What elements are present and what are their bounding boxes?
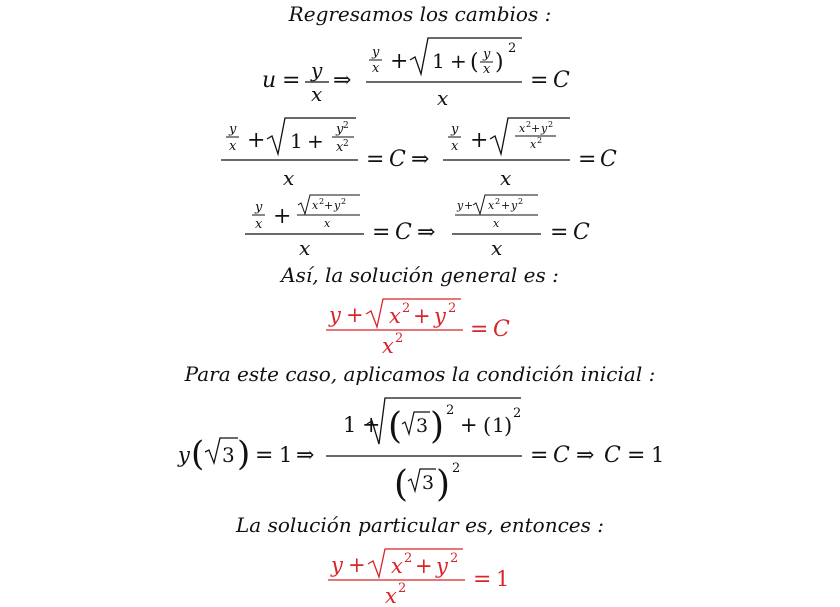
svg-text:2: 2 xyxy=(398,581,407,596)
svg-text:x: x xyxy=(389,304,401,328)
svg-text:y: y xyxy=(511,199,518,212)
svg-text:y: y xyxy=(255,200,263,215)
svg-text:2: 2 xyxy=(395,331,404,346)
svg-text:2: 2 xyxy=(404,551,413,566)
svg-text:y: y xyxy=(372,45,380,60)
svg-text:+: + xyxy=(390,49,409,74)
heading-particular: La solución particular es, entonces : xyxy=(236,513,604,537)
svg-text:=: = xyxy=(550,220,569,245)
svg-text:x: x xyxy=(372,61,380,76)
svg-text:=: = xyxy=(470,317,489,342)
svg-text:+: + xyxy=(450,49,467,73)
svg-text:1: 1 xyxy=(432,49,445,73)
svg-text:y: y xyxy=(434,304,446,328)
svg-text:y: y xyxy=(483,47,491,62)
svg-text:): ) xyxy=(237,434,251,474)
svg-text:2: 2 xyxy=(402,301,411,316)
svg-text:x: x xyxy=(283,166,295,190)
svg-text:): ) xyxy=(495,50,504,75)
svg-text:y: y xyxy=(229,122,237,137)
svg-text:C: C xyxy=(573,220,590,245)
svg-text:2: 2 xyxy=(452,461,461,476)
svg-text:x: x xyxy=(324,217,331,230)
svg-text:2: 2 xyxy=(537,136,543,145)
svg-text:(: ( xyxy=(394,464,409,505)
svg-text:2: 2 xyxy=(446,403,455,418)
svg-text:(: ( xyxy=(191,434,205,474)
svg-text:y: y xyxy=(329,303,341,327)
particular-solution xyxy=(0,546,840,607)
svg-text:1: 1 xyxy=(343,413,357,437)
svg-text:1: 1 xyxy=(279,443,293,467)
svg-text:+: + xyxy=(413,304,431,328)
svg-text:2: 2 xyxy=(319,197,325,206)
svg-text:2: 2 xyxy=(341,197,347,206)
svg-text:2: 2 xyxy=(448,301,457,316)
svg-text:⇒: ⇒ xyxy=(417,220,436,245)
svg-text:=: = xyxy=(530,443,549,468)
equation-step-1 xyxy=(0,114,840,194)
svg-text:x: x xyxy=(491,236,503,260)
svg-text:+: + xyxy=(362,413,381,438)
svg-text:x: x xyxy=(299,236,311,260)
equation-step-2 xyxy=(0,192,840,264)
svg-text:+: + xyxy=(324,199,334,212)
svg-text:C: C xyxy=(553,443,570,468)
svg-text:3: 3 xyxy=(416,415,429,437)
svg-text:x: x xyxy=(530,138,537,151)
svg-text:1: 1 xyxy=(290,129,303,153)
svg-text:2: 2 xyxy=(518,197,524,206)
general-solution xyxy=(0,296,840,360)
svg-text:=: = xyxy=(282,68,301,93)
svg-text:x: x xyxy=(500,166,512,190)
svg-text:y: y xyxy=(331,553,343,577)
svg-text:1: 1 xyxy=(492,413,505,437)
svg-text:3: 3 xyxy=(422,472,435,494)
svg-text:⇒: ⇒ xyxy=(576,443,595,468)
svg-text:2: 2 xyxy=(343,139,349,149)
svg-text:x: x xyxy=(311,82,323,106)
svg-text:x: x xyxy=(312,199,319,212)
svg-text:+: + xyxy=(470,128,489,153)
svg-text:C: C xyxy=(600,147,617,172)
svg-text:+: + xyxy=(460,413,478,437)
heading-para: Para este caso, aplicamos la condición inicial : xyxy=(184,362,656,386)
svg-text:x: x xyxy=(488,199,495,212)
svg-text:+: + xyxy=(464,199,474,212)
svg-text:): ) xyxy=(504,414,513,438)
svg-text:y: y xyxy=(457,199,464,212)
svg-text:+: + xyxy=(307,129,324,153)
svg-text:+: + xyxy=(348,553,366,577)
svg-text:C: C xyxy=(395,220,412,245)
svg-text:2: 2 xyxy=(508,41,517,56)
svg-text:x: x xyxy=(382,334,394,358)
svg-text:y: y xyxy=(334,199,341,212)
svg-text:⇒: ⇒ xyxy=(333,68,352,93)
svg-text:y: y xyxy=(336,122,344,137)
svg-text:y: y xyxy=(178,443,190,467)
svg-text:): ) xyxy=(436,464,451,505)
svg-text:y: y xyxy=(451,122,459,137)
svg-text:=: = xyxy=(578,147,597,172)
svg-text:(: ( xyxy=(388,406,403,447)
svg-text:2: 2 xyxy=(343,121,349,131)
svg-text:+: + xyxy=(415,554,433,578)
svg-text:C: C xyxy=(493,317,510,342)
svg-text:): ) xyxy=(430,406,445,447)
svg-text:1: 1 xyxy=(496,567,510,591)
svg-text:x: x xyxy=(437,86,449,110)
equation-substitution xyxy=(0,30,840,110)
svg-text:x: x xyxy=(483,62,491,77)
svg-text:2: 2 xyxy=(513,406,522,421)
svg-text:=: = xyxy=(372,220,391,245)
svg-text:+: + xyxy=(501,199,511,212)
svg-text:2: 2 xyxy=(548,120,554,129)
svg-text:y: y xyxy=(311,58,323,82)
svg-text:1: 1 xyxy=(651,443,665,467)
svg-text:u: u xyxy=(262,68,277,93)
svg-text:2: 2 xyxy=(450,551,459,566)
svg-text:(: ( xyxy=(470,50,479,75)
svg-text:(: ( xyxy=(483,414,492,438)
svg-text:+: + xyxy=(247,128,266,153)
svg-text:=: = xyxy=(473,567,492,592)
svg-text:2: 2 xyxy=(526,120,532,129)
svg-text:x: x xyxy=(451,139,459,154)
svg-text:x: x xyxy=(519,122,526,135)
svg-text:⇒: ⇒ xyxy=(411,147,430,172)
svg-text:x: x xyxy=(336,140,344,155)
svg-text:x: x xyxy=(493,217,500,230)
heading-regresamos: Regresamos los cambios : xyxy=(288,2,552,26)
svg-text:y: y xyxy=(541,122,548,135)
svg-text:x: x xyxy=(391,554,403,578)
svg-text:⇒: ⇒ xyxy=(296,443,315,468)
svg-text:+: + xyxy=(346,303,364,327)
svg-text:2: 2 xyxy=(495,197,501,206)
initial-condition-equation xyxy=(0,392,840,512)
svg-text:x: x xyxy=(385,584,397,607)
svg-text:C: C xyxy=(553,68,570,93)
svg-text:=: = xyxy=(255,443,274,468)
svg-text:C: C xyxy=(604,443,621,468)
svg-text:=: = xyxy=(627,443,646,468)
svg-text:y: y xyxy=(436,554,448,578)
svg-text:x: x xyxy=(229,139,237,154)
svg-text:C: C xyxy=(389,147,406,172)
svg-text:=: = xyxy=(530,68,549,93)
svg-text:x: x xyxy=(255,217,263,232)
svg-text:=: = xyxy=(366,147,385,172)
heading-asi: Así, la solución general es : xyxy=(281,263,559,287)
svg-text:3: 3 xyxy=(222,443,235,467)
svg-text:+: + xyxy=(273,204,292,229)
svg-text:+: + xyxy=(531,122,541,135)
